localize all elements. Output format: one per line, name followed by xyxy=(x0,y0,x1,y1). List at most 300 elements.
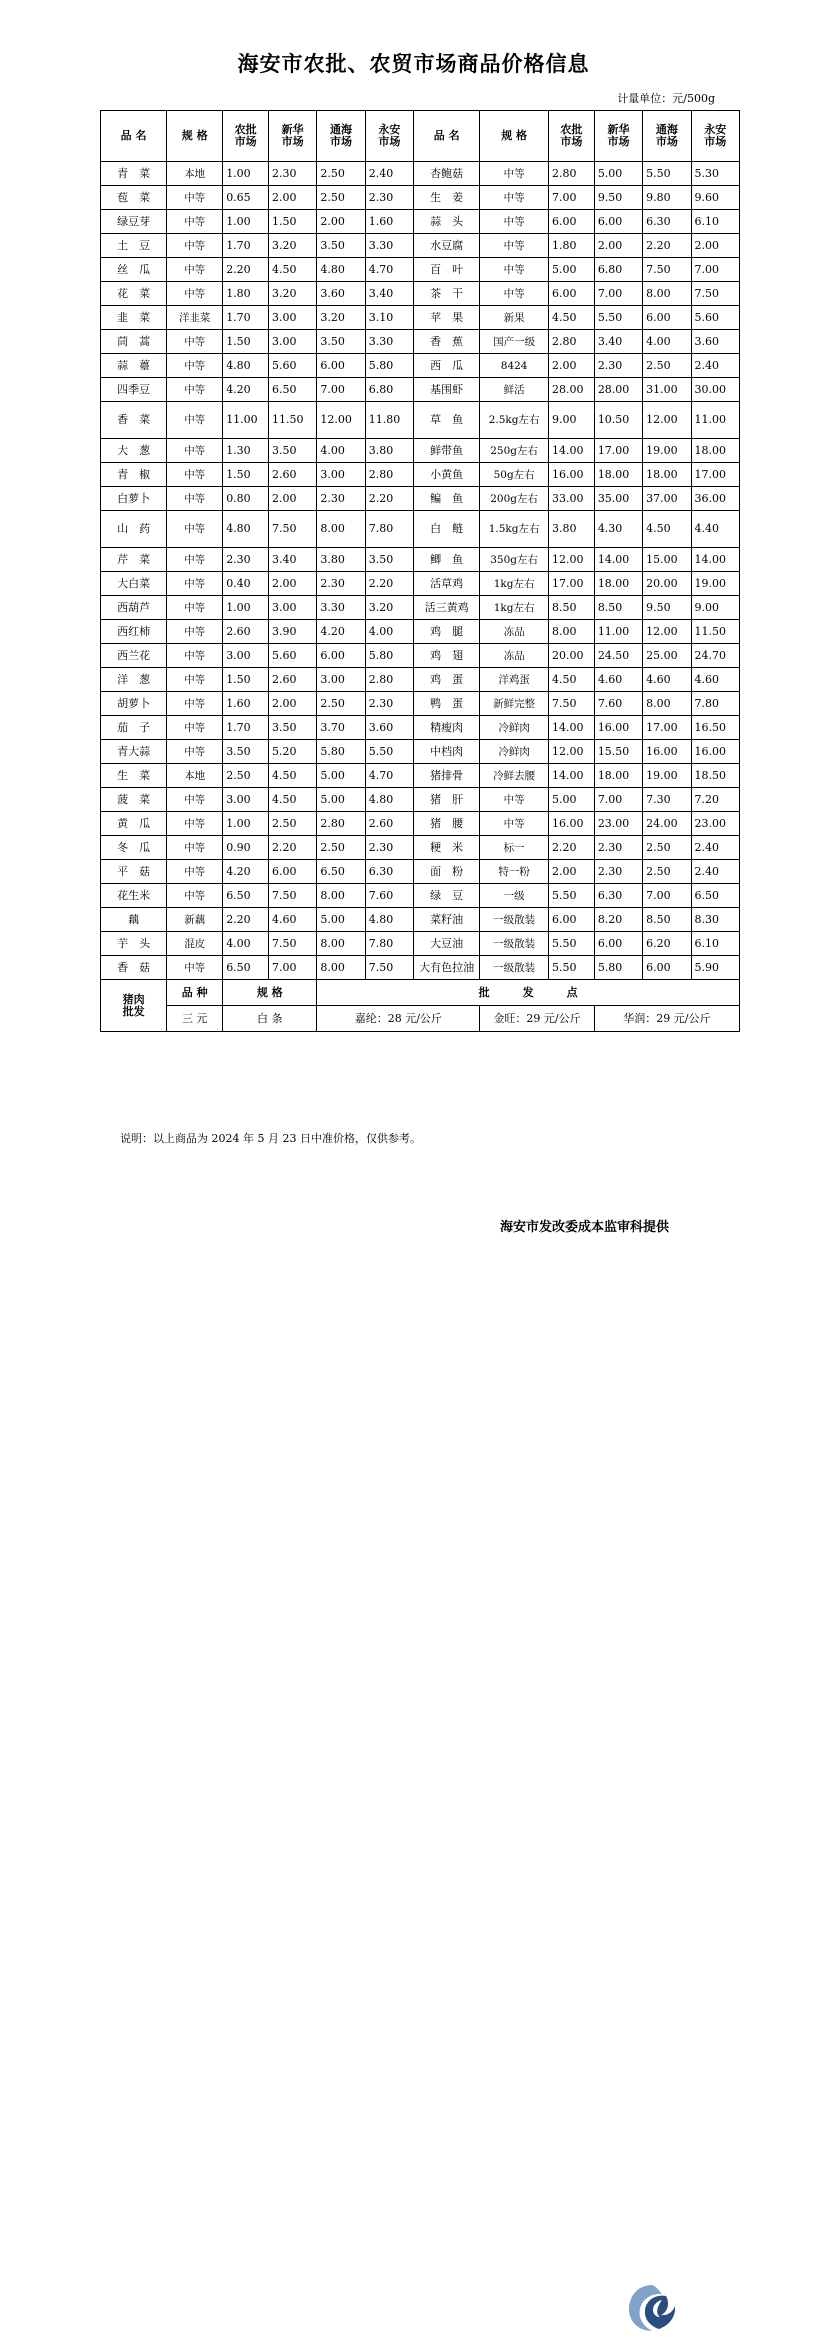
price-market-4-right: 6.50 xyxy=(691,884,739,908)
item-spec-left: 中等 xyxy=(167,354,223,378)
item-name-left: 西红柿 xyxy=(101,620,167,644)
price-market-3-right: 8.00 xyxy=(643,692,691,716)
price-market-3-right: 4.50 xyxy=(643,511,691,548)
price-market-3-right: 7.30 xyxy=(643,788,691,812)
pork-point-3: 华润：29 元/公斤 xyxy=(594,1006,739,1032)
price-market-2-left: 3.90 xyxy=(269,620,317,644)
price-market-4-left: 7.80 xyxy=(365,932,413,956)
table-row xyxy=(101,716,740,740)
item-name-right: 香 蕉 xyxy=(414,330,480,354)
price-market-2-left: 3.00 xyxy=(269,596,317,620)
table-row xyxy=(101,306,740,330)
item-name-left: 洋 葱 xyxy=(101,668,167,692)
price-market-3-right: 2.50 xyxy=(643,354,691,378)
table-row xyxy=(101,764,740,788)
price-market-1-right: 7.50 xyxy=(549,692,595,716)
price-market-1-right: 8.50 xyxy=(549,596,595,620)
item-spec-right: 50g左右 xyxy=(480,463,549,487)
price-market-4-right: 3.60 xyxy=(691,330,739,354)
table-row xyxy=(101,668,740,692)
price-market-3-left: 4.00 xyxy=(317,439,365,463)
price-market-4-right: 9.60 xyxy=(691,186,739,210)
item-spec-left: 中等 xyxy=(167,186,223,210)
item-spec-right: 特一粉 xyxy=(480,860,549,884)
pork-value-row xyxy=(101,1006,740,1032)
price-market-4-left: 7.60 xyxy=(365,884,413,908)
price-market-4-right: 2.40 xyxy=(691,836,739,860)
price-market-3-right: 4.00 xyxy=(643,330,691,354)
table-row xyxy=(101,644,740,668)
price-market-2-left: 2.60 xyxy=(269,463,317,487)
item-spec-right: 1.5kg左右 xyxy=(480,511,549,548)
price-market-4-right: 2.40 xyxy=(691,860,739,884)
price-market-4-left: 2.60 xyxy=(365,812,413,836)
price-market-2-right: 28.00 xyxy=(594,378,642,402)
price-market-1-left: 4.80 xyxy=(223,354,269,378)
item-name-left: 花 菜 xyxy=(101,282,167,306)
price-table xyxy=(100,110,740,1032)
price-market-2-right: 18.00 xyxy=(594,463,642,487)
header-name: 品 名 xyxy=(414,111,480,162)
price-market-1-right: 3.80 xyxy=(549,511,595,548)
price-market-4-right: 18.50 xyxy=(691,764,739,788)
item-spec-right: 新果 xyxy=(480,306,549,330)
table-row xyxy=(101,210,740,234)
price-market-1-left: 2.60 xyxy=(223,620,269,644)
price-market-3-left: 2.50 xyxy=(317,692,365,716)
price-market-1-left: 3.00 xyxy=(223,644,269,668)
price-market-3-left: 4.20 xyxy=(317,620,365,644)
item-spec-left: 中等 xyxy=(167,511,223,548)
price-market-2-left: 4.60 xyxy=(269,908,317,932)
page-title: 海安市农批、农贸市场商品价格信息 xyxy=(237,51,590,76)
price-market-4-left: 3.50 xyxy=(365,548,413,572)
price-market-3-left: 2.30 xyxy=(317,572,365,596)
item-spec-right: 一级 xyxy=(480,884,549,908)
price-market-2-right: 16.00 xyxy=(594,716,642,740)
price-market-2-right: 18.00 xyxy=(594,764,642,788)
price-market-3-left: 5.00 xyxy=(317,788,365,812)
price-market-4-left: 2.30 xyxy=(365,692,413,716)
price-market-4-right: 7.20 xyxy=(691,788,739,812)
header-name: 品 名 xyxy=(101,111,167,162)
price-market-3-left: 3.20 xyxy=(317,306,365,330)
price-market-3-right: 16.00 xyxy=(643,740,691,764)
price-market-2-right: 2.00 xyxy=(594,234,642,258)
price-market-3-right: 6.30 xyxy=(643,210,691,234)
price-market-1-left: 1.00 xyxy=(223,596,269,620)
price-market-1-right: 6.00 xyxy=(549,210,595,234)
footer-provider: 海安市发改委成本监审科提供 xyxy=(500,1220,670,1235)
item-spec-right: 中等 xyxy=(480,186,549,210)
price-market-2-left: 4.50 xyxy=(269,258,317,282)
price-market-2-right: 5.50 xyxy=(594,306,642,330)
price-market-1-left: 1.50 xyxy=(223,330,269,354)
price-market-3-right: 12.00 xyxy=(643,620,691,644)
item-name-right: 茶 干 xyxy=(414,282,480,306)
price-market-3-right: 6.00 xyxy=(643,956,691,980)
pork-point-2: 金旺：29 元/公斤 xyxy=(480,1006,595,1032)
item-name-right: 鸭 蛋 xyxy=(414,692,480,716)
item-spec-left: 中等 xyxy=(167,439,223,463)
price-market-1-left: 1.00 xyxy=(223,210,269,234)
item-name-right: 面 粉 xyxy=(414,860,480,884)
price-market-3-right: 19.00 xyxy=(643,764,691,788)
table-row xyxy=(101,487,740,511)
price-market-3-left: 3.00 xyxy=(317,668,365,692)
table-row xyxy=(101,788,740,812)
price-market-2-left: 3.40 xyxy=(269,548,317,572)
item-spec-right: 中等 xyxy=(480,258,549,282)
pork-label-line-1: 猪肉 xyxy=(122,992,145,1006)
price-market-3-right: 2.20 xyxy=(643,234,691,258)
item-spec-right: 冷鲜去腰 xyxy=(480,764,549,788)
price-market-4-left: 2.80 xyxy=(365,668,413,692)
price-market-1-right: 7.00 xyxy=(549,186,595,210)
item-spec-right: 一级散装 xyxy=(480,908,549,932)
table-row xyxy=(101,740,740,764)
price-market-2-right: 5.00 xyxy=(594,162,642,186)
item-spec-right: 中等 xyxy=(480,210,549,234)
item-spec-right: 国产一级 xyxy=(480,330,549,354)
price-market-4-left: 2.40 xyxy=(365,162,413,186)
price-market-2-right: 8.50 xyxy=(594,596,642,620)
item-spec-right: 中等 xyxy=(480,234,549,258)
item-name-right: 白 鲢 xyxy=(414,511,480,548)
header-market-2: 新华 市场 xyxy=(594,111,642,162)
price-market-4-left: 3.80 xyxy=(365,439,413,463)
price-market-4-right: 2.40 xyxy=(691,354,739,378)
item-name-right: 猪排骨 xyxy=(414,764,480,788)
price-market-3-left: 6.00 xyxy=(317,644,365,668)
item-spec-right: 鲜活 xyxy=(480,378,549,402)
price-market-2-left: 7.50 xyxy=(269,511,317,548)
price-market-2-right: 5.80 xyxy=(594,956,642,980)
price-market-2-left: 3.00 xyxy=(269,306,317,330)
item-name-right: 大有色拉油 xyxy=(414,956,480,980)
price-market-2-left: 1.50 xyxy=(269,210,317,234)
price-market-2-right: 7.00 xyxy=(594,788,642,812)
price-market-3-right: 6.20 xyxy=(643,932,691,956)
header-market-1: 农批 市场 xyxy=(223,111,269,162)
item-name-right: 粳 米 xyxy=(414,836,480,860)
item-name-left: 平 菇 xyxy=(101,860,167,884)
table-row xyxy=(101,932,740,956)
price-market-4-left: 3.30 xyxy=(365,234,413,258)
item-spec-left: 中等 xyxy=(167,487,223,511)
pork-point-head: 批 发 点 xyxy=(317,980,740,1006)
item-spec-left: 中等 xyxy=(167,463,223,487)
price-market-1-right: 2.80 xyxy=(549,162,595,186)
price-market-1-right: 16.00 xyxy=(549,812,595,836)
item-spec-right: 2.5kg左右 xyxy=(480,402,549,439)
item-spec-left: 中等 xyxy=(167,210,223,234)
price-market-3-left: 2.80 xyxy=(317,812,365,836)
item-spec-left: 中等 xyxy=(167,716,223,740)
table-row xyxy=(101,572,740,596)
price-market-2-right: 9.50 xyxy=(594,186,642,210)
price-market-4-right: 17.00 xyxy=(691,463,739,487)
price-market-2-left: 6.00 xyxy=(269,860,317,884)
item-name-left: 生 菜 xyxy=(101,764,167,788)
item-name-right: 绿 豆 xyxy=(414,884,480,908)
item-name-left: 青 菜 xyxy=(101,162,167,186)
item-name-right: 苹 果 xyxy=(414,306,480,330)
item-name-right: 西 瓜 xyxy=(414,354,480,378)
price-market-2-left: 3.50 xyxy=(269,716,317,740)
table-row xyxy=(101,330,740,354)
price-market-1-right: 6.00 xyxy=(549,908,595,932)
price-market-1-left: 1.80 xyxy=(223,282,269,306)
price-market-2-left: 5.60 xyxy=(269,644,317,668)
price-market-3-left: 6.00 xyxy=(317,354,365,378)
price-market-1-right: 5.00 xyxy=(549,258,595,282)
item-name-left: 菠 菜 xyxy=(101,788,167,812)
price-market-4-right: 19.00 xyxy=(691,572,739,596)
price-market-3-left: 6.50 xyxy=(317,860,365,884)
item-spec-left: 本地 xyxy=(167,162,223,186)
header-market-1: 农批 市场 xyxy=(549,111,595,162)
price-market-2-left: 3.50 xyxy=(269,439,317,463)
item-name-right: 鲜带鱼 xyxy=(414,439,480,463)
item-name-left: 花生米 xyxy=(101,884,167,908)
price-market-4-left: 3.30 xyxy=(365,330,413,354)
price-market-4-left: 2.30 xyxy=(365,186,413,210)
price-market-4-right: 5.60 xyxy=(691,306,739,330)
item-name-left: 西兰花 xyxy=(101,644,167,668)
header-spec: 规 格 xyxy=(480,111,549,162)
item-name-left: 蒜 薹 xyxy=(101,354,167,378)
price-market-3-right: 5.50 xyxy=(643,162,691,186)
price-market-1-right: 12.00 xyxy=(549,548,595,572)
price-market-4-left: 3.60 xyxy=(365,716,413,740)
price-market-4-left: 4.80 xyxy=(365,788,413,812)
item-spec-right: 中等 xyxy=(480,282,549,306)
price-market-4-right: 9.00 xyxy=(691,596,739,620)
price-market-4-left: 1.60 xyxy=(365,210,413,234)
item-name-right: 鸡 翅 xyxy=(414,644,480,668)
price-market-3-right: 7.50 xyxy=(643,258,691,282)
item-spec-left: 中等 xyxy=(167,812,223,836)
price-market-1-left: 1.70 xyxy=(223,234,269,258)
price-market-2-right: 15.50 xyxy=(594,740,642,764)
header-spec: 规 格 xyxy=(167,111,223,162)
price-market-3-right: 9.50 xyxy=(643,596,691,620)
price-market-3-left: 3.30 xyxy=(317,596,365,620)
price-market-2-left: 3.20 xyxy=(269,234,317,258)
item-spec-right: 新鲜完整 xyxy=(480,692,549,716)
item-name-right: 精瘦肉 xyxy=(414,716,480,740)
price-market-4-left: 3.40 xyxy=(365,282,413,306)
table-row xyxy=(101,354,740,378)
price-market-1-left: 2.20 xyxy=(223,258,269,282)
item-spec-right: 1kg左右 xyxy=(480,572,549,596)
price-market-4-right: 24.70 xyxy=(691,644,739,668)
item-name-right: 活三黄鸡 xyxy=(414,596,480,620)
price-market-2-right: 2.30 xyxy=(594,836,642,860)
item-spec-right: 冷鲜肉 xyxy=(480,716,549,740)
item-name-right: 蒜 头 xyxy=(414,210,480,234)
price-market-4-right: 5.30 xyxy=(691,162,739,186)
price-table-body xyxy=(101,162,740,980)
table-row xyxy=(101,463,740,487)
item-name-left: 白萝卜 xyxy=(101,487,167,511)
item-name-left: 土 豆 xyxy=(101,234,167,258)
price-market-1-left: 0.80 xyxy=(223,487,269,511)
item-name-right: 生 姜 xyxy=(414,186,480,210)
table-row xyxy=(101,812,740,836)
price-market-1-left: 2.50 xyxy=(223,764,269,788)
item-spec-right: 中等 xyxy=(480,812,549,836)
table-row xyxy=(101,282,740,306)
item-name-left: 苞 菜 xyxy=(101,186,167,210)
price-market-3-right: 18.00 xyxy=(643,463,691,487)
price-market-3-right: 7.00 xyxy=(643,884,691,908)
price-market-1-right: 4.50 xyxy=(549,306,595,330)
unit-label: 计量单位：元/500g xyxy=(617,92,715,105)
item-spec-left: 中等 xyxy=(167,402,223,439)
price-market-4-right: 6.10 xyxy=(691,932,739,956)
price-market-1-right: 4.50 xyxy=(549,668,595,692)
table-row xyxy=(101,884,740,908)
item-name-right: 活草鸡 xyxy=(414,572,480,596)
price-market-1-left: 1.60 xyxy=(223,692,269,716)
price-market-1-right: 2.00 xyxy=(549,354,595,378)
pork-point-1: 嘉纶：28 元/公斤 xyxy=(317,1006,480,1032)
price-market-1-right: 9.00 xyxy=(549,402,595,439)
pork-label-line-2: 批发 xyxy=(122,1004,145,1018)
item-name-right: 鳊 鱼 xyxy=(414,487,480,511)
price-market-2-left: 2.00 xyxy=(269,186,317,210)
price-market-3-left: 3.50 xyxy=(317,330,365,354)
price-market-4-right: 6.10 xyxy=(691,210,739,234)
item-spec-left: 中等 xyxy=(167,234,223,258)
price-market-3-right: 24.00 xyxy=(643,812,691,836)
price-market-3-left: 3.80 xyxy=(317,548,365,572)
item-name-right: 草 鱼 xyxy=(414,402,480,439)
price-market-4-left: 4.80 xyxy=(365,908,413,932)
item-name-left: 胡萝卜 xyxy=(101,692,167,716)
price-market-4-right: 11.50 xyxy=(691,620,739,644)
item-name-right: 基围虾 xyxy=(414,378,480,402)
table-header-row xyxy=(101,111,740,162)
item-name-right: 猪 肝 xyxy=(414,788,480,812)
price-market-3-left: 2.50 xyxy=(317,836,365,860)
item-spec-right: 350g左右 xyxy=(480,548,549,572)
item-name-left: 芹 菜 xyxy=(101,548,167,572)
item-name-left: 香 菜 xyxy=(101,402,167,439)
price-market-1-left: 1.50 xyxy=(223,463,269,487)
price-market-3-right: 6.00 xyxy=(643,306,691,330)
price-market-2-left: 3.00 xyxy=(269,330,317,354)
price-market-4-right: 14.00 xyxy=(691,548,739,572)
price-market-4-left: 5.50 xyxy=(365,740,413,764)
item-spec-right: 中等 xyxy=(480,162,549,186)
price-market-2-right: 4.30 xyxy=(594,511,642,548)
price-market-1-right: 14.00 xyxy=(549,716,595,740)
table-row xyxy=(101,402,740,439)
item-name-left: 茄 子 xyxy=(101,716,167,740)
price-market-1-left: 0.65 xyxy=(223,186,269,210)
table-row xyxy=(101,439,740,463)
price-market-4-right: 7.50 xyxy=(691,282,739,306)
price-market-1-right: 33.00 xyxy=(549,487,595,511)
price-market-4-left: 6.80 xyxy=(365,378,413,402)
hai-an-logo-icon xyxy=(626,2282,678,2334)
price-market-4-right: 16.00 xyxy=(691,740,739,764)
item-spec-left: 新藕 xyxy=(167,908,223,932)
price-market-2-right: 4.60 xyxy=(594,668,642,692)
price-market-1-right: 12.00 xyxy=(549,740,595,764)
price-market-3-left: 12.00 xyxy=(317,402,365,439)
item-name-left: 香 菇 xyxy=(101,956,167,980)
price-market-2-left: 3.20 xyxy=(269,282,317,306)
table-row xyxy=(101,258,740,282)
price-market-3-left: 2.30 xyxy=(317,487,365,511)
item-name-left: 大白菜 xyxy=(101,572,167,596)
pork-header-row xyxy=(101,980,740,1006)
price-market-4-left: 4.00 xyxy=(365,620,413,644)
price-market-2-left: 11.50 xyxy=(269,402,317,439)
price-market-1-left: 4.20 xyxy=(223,860,269,884)
price-market-4-left: 3.20 xyxy=(365,596,413,620)
item-spec-right: 200g左右 xyxy=(480,487,549,511)
item-spec-left: 本地 xyxy=(167,764,223,788)
price-market-2-right: 14.00 xyxy=(594,548,642,572)
price-market-1-right: 5.00 xyxy=(549,788,595,812)
table-row xyxy=(101,548,740,572)
price-market-2-right: 2.30 xyxy=(594,860,642,884)
price-market-3-left: 5.80 xyxy=(317,740,365,764)
item-spec-left: 洋韭菜 xyxy=(167,306,223,330)
pork-label xyxy=(101,980,167,1032)
price-market-2-right: 6.00 xyxy=(594,210,642,234)
item-spec-left: 中等 xyxy=(167,378,223,402)
price-market-3-left: 3.00 xyxy=(317,463,365,487)
price-market-2-right: 10.50 xyxy=(594,402,642,439)
price-market-3-left: 3.50 xyxy=(317,234,365,258)
price-market-3-right: 25.00 xyxy=(643,644,691,668)
price-market-2-left: 4.50 xyxy=(269,788,317,812)
price-market-2-left: 4.50 xyxy=(269,764,317,788)
item-spec-left: 中等 xyxy=(167,836,223,860)
price-market-4-left: 6.30 xyxy=(365,860,413,884)
price-market-1-left: 6.50 xyxy=(223,956,269,980)
table-row xyxy=(101,186,740,210)
item-spec-left: 中等 xyxy=(167,692,223,716)
item-spec-right: 冻品 xyxy=(480,644,549,668)
price-market-3-left: 4.80 xyxy=(317,258,365,282)
price-market-1-right: 14.00 xyxy=(549,439,595,463)
item-name-right: 杏鲍菇 xyxy=(414,162,480,186)
price-market-4-left: 2.30 xyxy=(365,836,413,860)
price-market-4-right: 8.30 xyxy=(691,908,739,932)
item-spec-left: 中等 xyxy=(167,258,223,282)
item-name-right: 小黄鱼 xyxy=(414,463,480,487)
item-name-right: 鸡 腿 xyxy=(414,620,480,644)
price-market-4-right: 23.00 xyxy=(691,812,739,836)
item-spec-right: 8424 xyxy=(480,354,549,378)
item-name-left: 韭 菜 xyxy=(101,306,167,330)
price-market-1-left: 1.00 xyxy=(223,162,269,186)
price-market-1-left: 0.40 xyxy=(223,572,269,596)
price-market-4-right: 7.80 xyxy=(691,692,739,716)
price-market-1-left: 11.00 xyxy=(223,402,269,439)
table-row xyxy=(101,860,740,884)
item-spec-right: 一级散装 xyxy=(480,956,549,980)
price-market-1-left: 1.70 xyxy=(223,306,269,330)
price-market-1-right: 17.00 xyxy=(549,572,595,596)
